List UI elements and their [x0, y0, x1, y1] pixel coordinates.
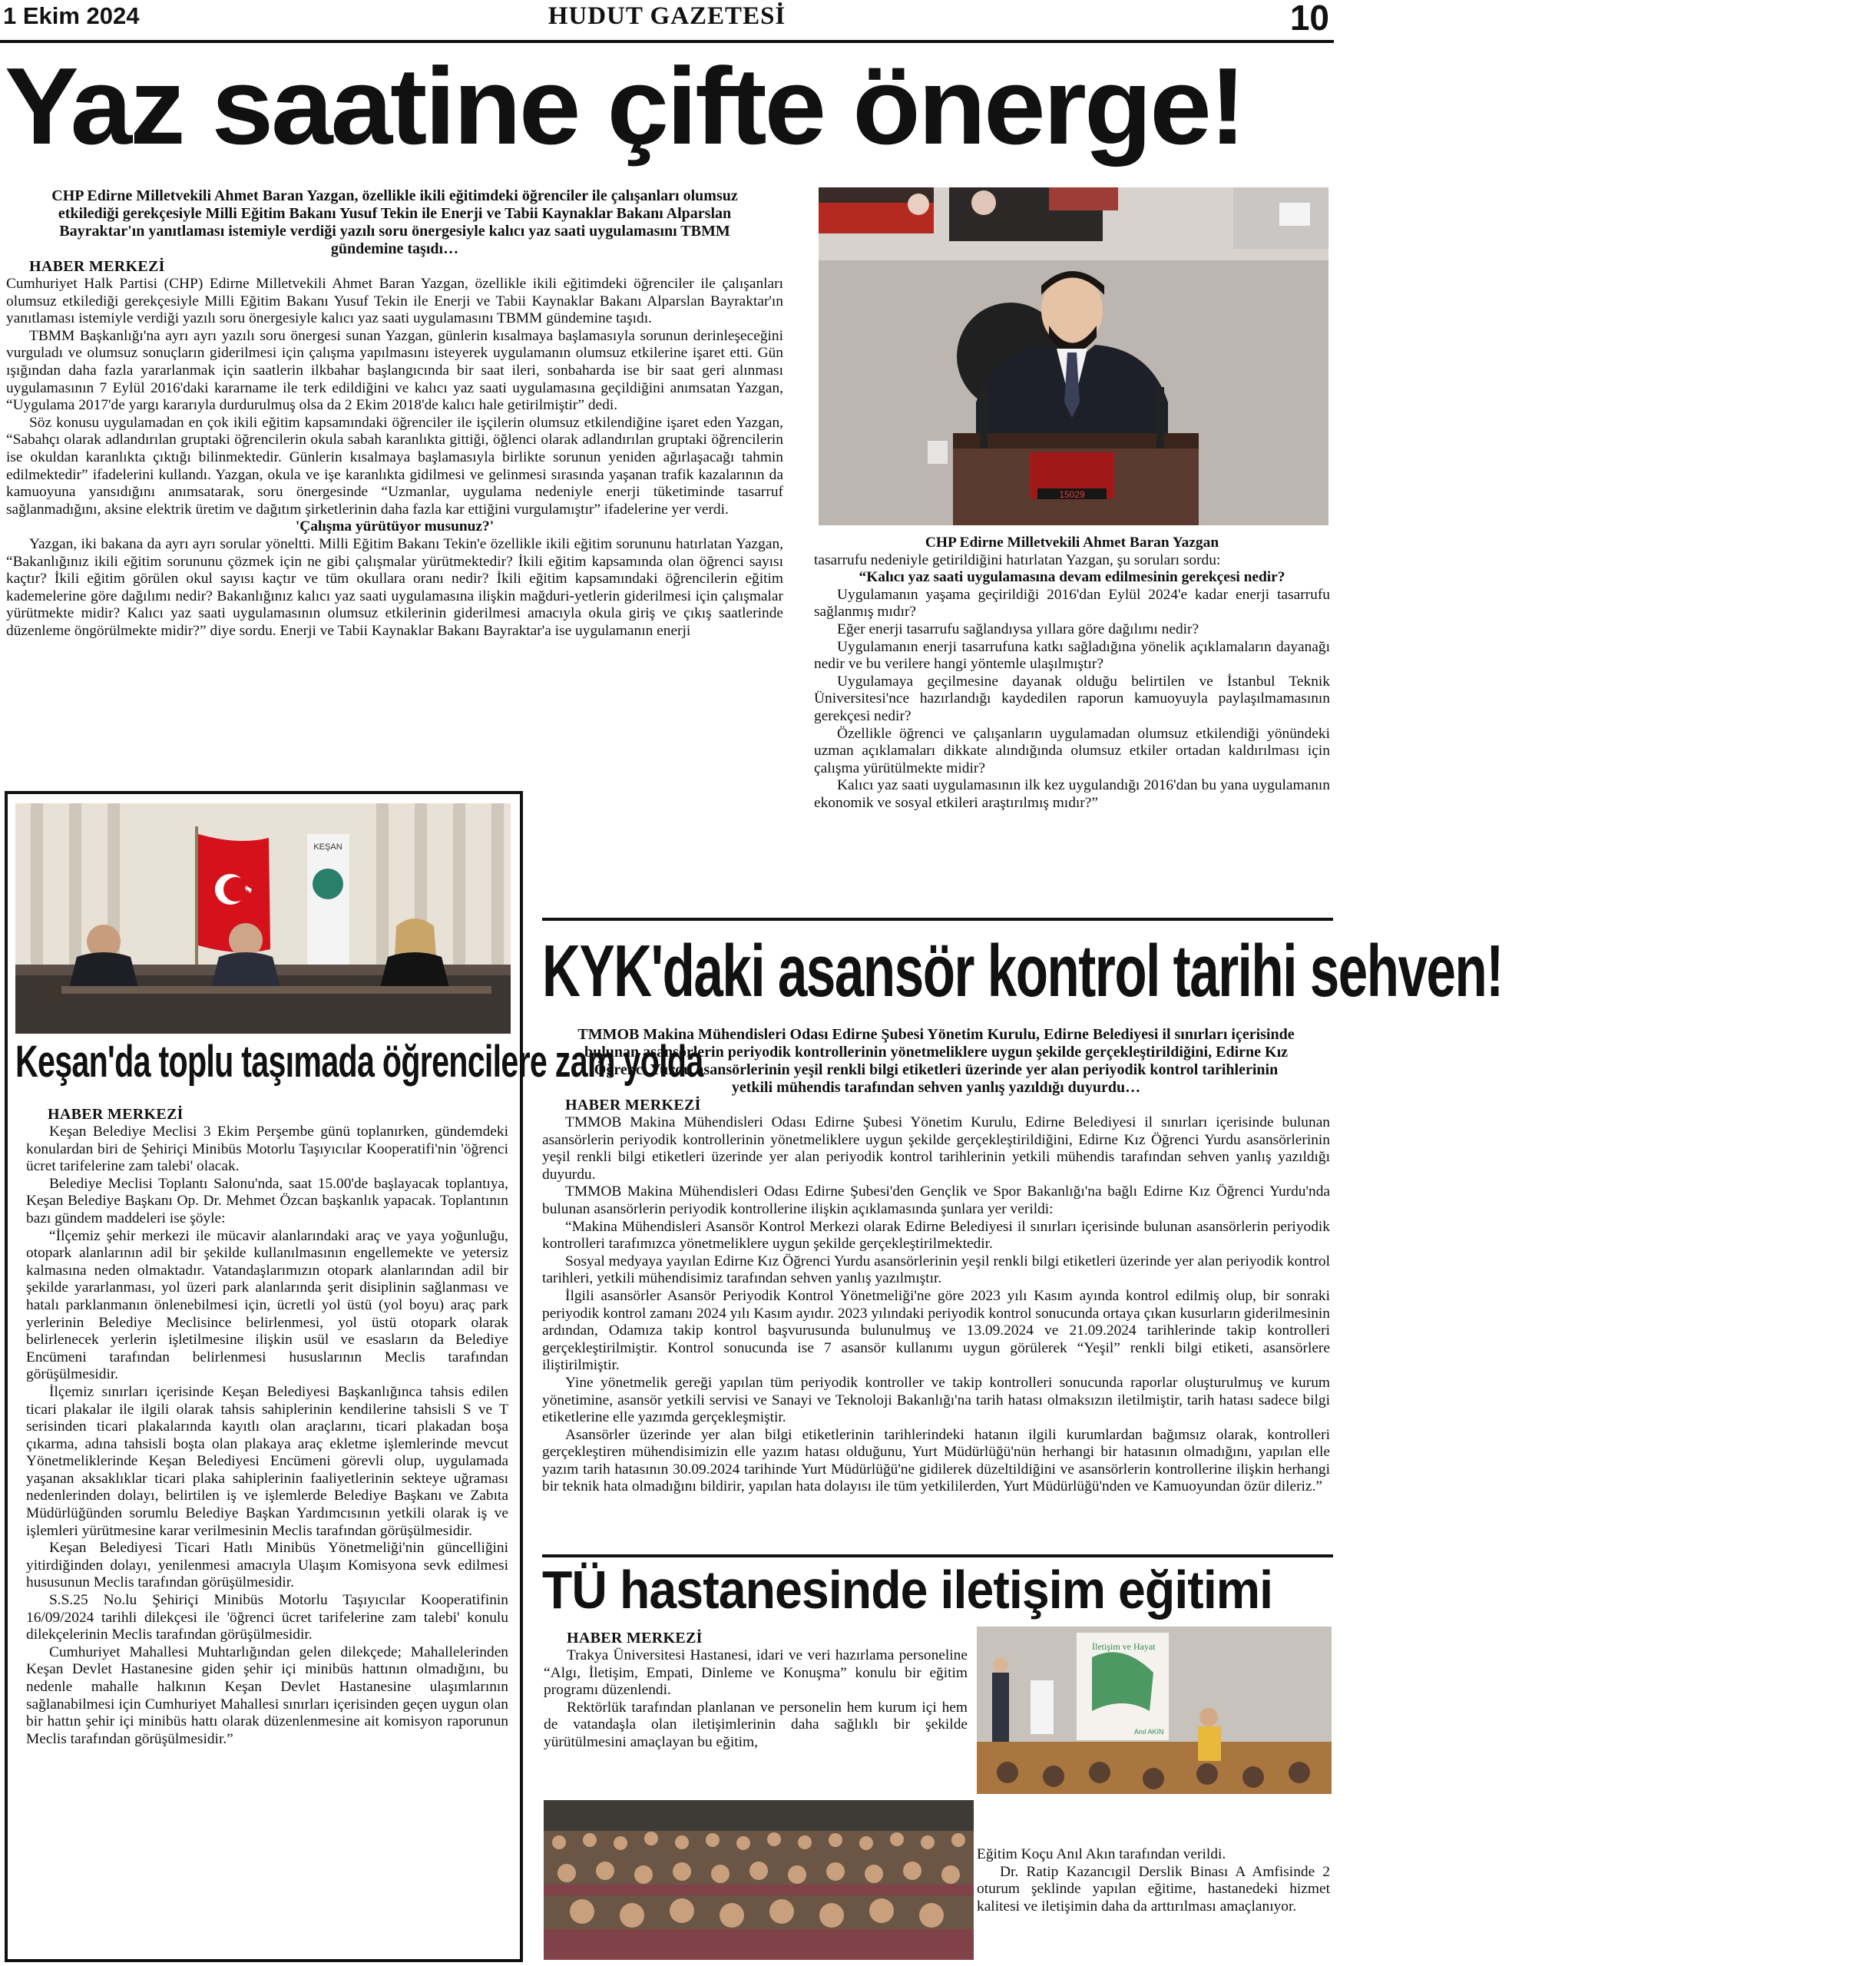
slide-title: İletişim ve Hayat: [1092, 1641, 1156, 1652]
article2-body: [26, 1106, 508, 1748]
article3-paragraph: İlgili asansörler Asansör Periyodik Kontrol Yönetmeliği'ne göre 2023 yılı Kasım ayında kontrol edilmiş olup, bir sonraki periyodik kontrol zamanı 2024 yılı Kasım ayıdır. 2023 yılındaki periyodik kontrol sonucunda ortaya çıkan kusurların giderilmesinin ardından, Odamıza takip kontrol başvurusunda bulunulmuş ve 13.09.2024 ve 21.09.2024 tarihlerinde takip kontrolleri gerçekleştirilmiştir. Kontrol sonucunda ise 7 asansör kullanımı uygun görülerek “Yeşil” renkli bilgi etiketi, asansörlere iliştirilmiştir.: [542, 1287, 1330, 1374]
page-number: 10: [1289, 0, 1329, 38]
article3-rule: [542, 918, 1333, 921]
article2-headline-wrap: [15, 1035, 703, 1089]
article4-photo-speaker: [977, 1627, 1332, 1794]
article1-subhead: 'Çalışma yürütüyor musunuz?': [295, 518, 495, 535]
article2-byline: HABER MERKEZİ: [48, 1106, 184, 1123]
article1-paragraph: tasarrufu nedeniyle getirildiğini hatırlatan Yazgan, şu soruları sordu:: [814, 551, 1221, 568]
masthead: [0, 0, 1334, 45]
article1-question: Eğer enerji tasarrufu sağlandıysa yıllara göre dağılımı nedir?: [837, 621, 1199, 637]
article1-paragraph: Cumhuriyet Halk Partisi (CHP) Edirne Milletvekili Ahmet Baran Yazgan, özellikle ikili eğitimdeki öğrenciler ile çalışanları olumsuz etkilediği gerekçesiyle Milli Eğitim Bakanı Yusuf Tekin ile Enerji ve Tabii Kaynaklar Bakanı Alparslan Bayraktar'ın yanıtlaması istemiyle verdiği yazılı soru önergesiyle kalıcı yaz saati uygulamasını TBMM gündemine taşıdı.: [6, 276, 783, 327]
slide-name: Anıl AKIN: [1134, 1728, 1164, 1736]
article1-photo-caption: CHP Edirne Milletvekili Ahmet Baran Yazgan: [925, 535, 1219, 551]
article1-photo: [819, 187, 1328, 525]
issue-date: 1 Ekim 2024: [3, 2, 140, 29]
article1-quote: “Kalıcı yaz saati uygulamasına devam edilmesinin gerekçesi nedir?: [859, 569, 1285, 586]
article3-byline: HABER MERKEZİ: [565, 1097, 701, 1114]
article3-headline-wrap: [542, 925, 1503, 1018]
header-rule: [0, 40, 1334, 43]
article2-paragraph: İlçemiz sınırları içerisinde Keşan Belediyesi Başkanlığınca tahsis edilen ticari plakalar ile ilgili olarak tahsis sahiplerinin kendilerine tahsisli S ve T serisinden ticari plakalarında kayıtlı olan araçlarını, ticari plakadan boşa çıkarma, adına tahsisli boşta olan plakaya araç ekletme işlemlerinde mevcut Yönetmeliklerinde Keşan Belediyesi Encümeni görevli olup, uygulamada yaşanan aksaklıklar ticari plaka sahiplerinin faaliyetlerinin sekteye uğraması nedenlerinden dolayı, belirtilen iş ve işlemlerde Belediye Başkanı ve Zabıta Müdürlüğünden sorumlu Belediye Başkan Yardımcısının yetkili olarak iş ve işlemleri yürütmesine karar verilmesinin Meclis tarafından görüşülmesidir.: [26, 1383, 508, 1539]
trainer-photo: [977, 1627, 1332, 1794]
article3-paragraph: Asansörler üzerinde yer alan bilgi etiketlerinin tarihlerindeki hatanın ilgili kurumlardan bağımsız olarak, kontrolleri gerçekleştiren mühendisimizin elle yazım hatası olduğunu, Yurt Müdürlüğü'nün herhangi bir hatasının olmadığını, yapılan elle yazım tarih hatasının 30.09.2024 tarihinde Yurt Müdürlüğü'ne gidilerek düzeltildiğini ve asansörlerin kontrollerine ilişkin herhangi bir teknik hata olmadığını bildirir, yapılan hata dolayısı ile tüm yetkililerden, Yurt Müdürlüğü'nden ve Kamuoyundan özür dileriz.”: [542, 1426, 1330, 1495]
article3-lead: TMMOB Makina Mühendisleri Odası Edirne Şubesi Yönetim Kurulu, Edirne Belediyesi il sınırları içerisinde bulunan asansörlerin periyodik kontrollerinin yönetmeliklere uygun şekilde gerçekleştirildiğini, Edirne Kız Öğrenci Yurdu asansörlerinin yeşil renkli bilgi etiketleri üzerinde yer alan periyodik kontrol tarihlerinin yetkili mühendis tarafından sehven yanlış yazıldığı duyurdu…: [577, 1026, 1295, 1096]
audience-photo: [544, 1800, 974, 1960]
article2-paragraph: S.S.25 No.lu Şehiriçi Minibüs Motorlu Taşıyıcılar Kooperatifinin 16/09/2024 tarihli dilekçesi ile 'öğrenci ücret tarifelerine zam talebi' konulu dilekçelerinin Meclis tarafından görüşülmesidir.: [26, 1592, 508, 1643]
article1-lead: CHP Edirne Milletvekili Ahmet Baran Yazgan, özellikle ikili eğitimdeki öğrenciler ile çalışanları olumsuz etkilediği gerekçesiyle Milli Eğitim Bakanı Yusuf Tekin ile Enerji ve Tabii Kaynaklar Bakanı Alparslan Bayraktar'ın yanıtlaması istemiyle verdiği yazılı soru önergesiyle kalıcı yaz saati uygulamasını TBMM gündemine taşıdı…: [51, 187, 738, 257]
article3-paragraph: “Makina Mühendisleri Asansör Kontrol Merkezi olarak Edirne Belediyesi il sınırları içerisinde bulunan asansörlerin periyodik kontrolleri tarafımızca yönetmeliklere uygun şekilde gerçekleştirilmektedir.: [542, 1218, 1330, 1253]
article1-question: Uygulamanın yaşama geçirildiği 2016'dan Eylül 2024'e kadar enerji tasarrufu sağlanmış mıdır?: [814, 586, 1330, 621]
article1-headline-wrap: [5, 45, 1333, 167]
article2-headline: Keşan'da toplu taşımada öğrencilere zam yolda: [15, 1037, 703, 1087]
article4-photo-audience: [544, 1800, 974, 1960]
article2-paragraph: Belediye Meclisi Toplantı Salonu'nda, saat 15.00'de başlayacak toplantıya, Keşan Belediye Başkanı Op. Dr. Mehmet Özcan başkanlık yapacak. Toplantının bazı gündem maddeleri ise şöyle:: [26, 1175, 508, 1226]
article4-body: [544, 1630, 968, 1752]
article3-paragraph: Yine yönetmelik gereği yapılan tüm periyodik kontroller ve takip kontrolleri sonucunda raporlar oluşturulmuş ve kurum yönetimine, asansör yetkili servisi ve Sanayi ve Teknoloji Bakanlığı'na tarih hatası olmaksızın iletilmiştir, tarih hatası sadece bilgi etiketlerine elle yazımda gerçekleşmiştir.: [542, 1374, 1330, 1426]
article3-paragraph: TMMOB Makina Mühendisleri Odası Edirne Şubesi Yönetim Kurulu, Edirne Belediyesi il sınırları içerisinde bulunan asansörlerin periyodik kontrollerinin yönetmeliklere uygun şekilde gerçekleştirildiğini, Edirne Kız Öğrenci Yurdu asansörlerinin yeşil renkli bilgi etiketleri üzerinde yer alan periyodik kontrol tarihlerinin yetkili mühendis tarafından sehven yanlış yazıldığı duyurdu.: [542, 1114, 1330, 1183]
article1-question: Özellikle öğrenci ve çalışanların uygulamadan olumsuz etkilendiği yönündeki uzman açıklamaları dikkate alındığında olumsuz etkiler ortadan kaldırılması için çalışma yürütülmekte midir?: [814, 725, 1330, 776]
banner-text: KEŞAN: [313, 842, 342, 852]
article4-paragraph: Eğitim Koçu Anıl Akın tarafından verildi.: [977, 1846, 1226, 1862]
article4-headline: TÜ hastanesinde iletişim eğitimi: [542, 1560, 1273, 1620]
article2-photo: [15, 803, 511, 1034]
article3-paragraph: Sosyal medyaya yayılan Edirne Kız Öğrenci Yurdu asansörlerinin yeşil renkli bilgi etiketleri üzerinde yer alan periyodik kontrol tarihleri, yetkili mühendisimiz tarafından sehven yanlış yazılmıştır.: [542, 1253, 1330, 1287]
article4-paragraph: Rektörlük tarafından planlanan ve personelin hem kurum içi hem de vatandaşla olan iletişimlerinin daha sağlıklı bir şekilde yürütülmesini amaçlayan bu eğitim,: [544, 1699, 968, 1750]
podium-display: 15029: [1059, 489, 1085, 500]
article2-paragraph: Keşan Belediye Meclisi 3 Ekim Perşembe günü toplanırken, gündemdeki konulardan biri de Şehiriçi Minibüs Motorlu Taşıyıcılar Kooperatifi'nin 'öğrenci ücret tarifelerine zam talebi' olacak.: [26, 1124, 508, 1175]
article1-paragraph: TBMM Başkanlığı'na ayrı ayrı yazılı soru önergesi sunan Yazgan, günlerin kısalmaya başlamasıyla sorunun derinleşeceğini vurguladı ve olumsuz sonuçların giderilmesi için çalışma yapılmasını isteyerek uygulamanın olumsuz etkilerine işaret etti. Gün ışığından daha fazla yararlanmak için saatlerin ilkbahar başlangıcında bir saat ileri, sonbaharda ise bir saat geri alınması uygulamasının 7 Eylül 2016'daki kararname ile terk edildiğini ve kalıcı yaz saati uygulamasına geçildiğini anımsatan Yazgan, “Uygulama 2017'de yargı kararıyla durdurulmuş olsa da 2 Ekim 2018'de kalıcı hale getirilmiştir” dedi.: [6, 327, 783, 414]
article2-paragraph: “İlçemiz şehir merkezi ile mücavir alanlarındaki araç ve yaya yoğunluğu, otopark alanlarının adil bir şekilde kullanılmasının engellemekte ve yetersiz kalmasına neden olmaktadır. Vatandaşlarımızın otopark alanlarından adil bir şekilde yararlanması, yol üzeri park alanlarında şerit disiplinin sağlanması ve hatalı parklanmanın önlenebilmesi için, ücretli yol üstü (yol boyu) araç park yerlerinin Belediye Meclisince belirlenmesi, yol üstü otopark olarak belirlenecek yerlerin işletilmesine ilişkin usül ve esasların da Belediye Encümeni tarafından belirlenmesi hususlarının Meclis tarafından görüşülmesidir.: [26, 1227, 508, 1383]
article3-body: [542, 1026, 1330, 1496]
council-meeting-photo: [15, 803, 511, 1034]
article2-paragraph: Keşan Belediyesi Ticari Hatlı Minibüs Yönetmeliği'nin güncelliğini yitirdiğinden dolayı, yenilenmesi amacıyla Ulaşım Komisyona sevk edilmesi hususunun Meclis tarafından görüşülmesidir.: [26, 1540, 508, 1591]
article1-byline: HABER MERKEZİ: [29, 258, 165, 275]
article4-paragraph: Trakya Üniversitesi Hastanesi, idari ve veri hazırlama personeline “Algı, İletişim, Empati, Dinleme ve Konuşma” konulu bir eğitim programı düzenlendi.: [544, 1647, 968, 1699]
article3-paragraph: TMMOB Makina Mühendisleri Odası Edirne Şubesi'den Gençlik ve Spor Bakanlığı'na bağlı Edirne Kız Öğrenci Yurdu'nda bulunan asansörlerin periyodik kontrollerine ilişkin açıklamasında şunlara yer verildi:: [542, 1183, 1330, 1217]
article4-paragraph: Dr. Ratip Kazancıgil Derslik Binası A Amfisinde 2 oturum şeklinde yapılan eğitime, hastanedeki hizmet kalitesi ve iletişimin daha da arttırılması amaçlanıyor.: [977, 1863, 1330, 1915]
article4-byline: HABER MERKEZİ: [567, 1630, 703, 1647]
article1-right-column: [814, 535, 1330, 813]
article4-rule: [542, 1554, 1333, 1557]
parliament-speaker-photo: [819, 187, 1328, 525]
newspaper-name: HUDUT GAZETESİ: [548, 2, 786, 30]
article1-question: Kalıcı yaz saati uygulamasının ilk kez uygulandığı 2016'dan bu yana uygulamanın ekonomik ve sosyal etkileri araştırılmış mıdır?”: [814, 777, 1330, 811]
article3-headline: KYK'daki asansör kontrol tarihi sehven!: [542, 930, 1503, 1012]
article4-headline-wrap: [542, 1559, 1333, 1620]
article1-question: Uygulamanın enerji tasarrufuna katkı sağladığına yönelik açıklamaların dayanağı nedir ve bu verilere hangi yöntemle ulaşılmıştır?: [814, 638, 1330, 673]
article4-body-right: [977, 1800, 1330, 1915]
article1-headline: Yaz saatine çifte önerge!: [5, 45, 1244, 167]
article1-body: [6, 187, 783, 640]
article1-question: Uygulamaya geçilmesine dayanak olduğu belirtilen ve İstanbul Teknik Üniversitesi'nce hazırlandığı kaydedilen raporun kamuoyuyla paylaşılmamasının gerekçesi nedir?: [814, 673, 1330, 724]
article1-paragraph: Yazgan, iki bakana da ayrı ayrı sorular yöneltti. Milli Eğitim Bakanı Tekin'e özellikle ikili eğitim sorununu hatırlatan Yazgan, “Bakanlığınız ikili eğitim sorununu çözmek için ne gibi çalışmalar yürütmektedir? İkili eğitim kapsamında olan öğrenci sayısı kaçtır? İkili eğitim görülen okul sayısı kaçtır ve tüm okullara oranı nedir? İkili eğitim kapsamındaki öğrencilerin eğitim kademelerine göre dağılımı nedir? Bakanlığınız kalıcı yaz saati uygulamasına ilişkin mağduri-yetlerin giderilmesi için çalışmalar yürütmekte midir? Kalıcı yaz saati uygulamasının olumsuz etkilerinin giderilmesi amacıyla okula giriş ve çıkış saatlerinde düzenleme öngörülmekte midir?” diye sordu. Enerji ve Tabii Kaynaklar Bakanı Bayraktar'a ise uygulamanın enerji: [6, 535, 783, 639]
article1-paragraph: Söz konusu uygulamadan en çok ikili eğitim kapsamındaki öğrenciler ile işçilerin olumsuz etkilendiğine işaret eden Yazgan, “Sabahçı olarak adlandırılan gruptaki öğrencilerin okula sabah karanlıkta gittiği, öğlenci olarak adlandırılan gruptaki öğrencilerin ise okuldan karanlıkta çıktığı bilinmektedir. Günlerin kısalmaya başlamasıyla birlikte sorunun yeniden ağırlaşacağı tahmin edilmektedir” ifadelerini kullandı. Yazgan, okula ve işe karanlıkta gidilmesi ve gelinmesi sırasında yaşanan trafik kazalarının da kamuoyuna yansıdığını anımsatarak, soru önergesinde “Uzmanlar, uygulama nedeniyle enerji tüketiminde tasarruf sağlanmadığını, aksine elektrik üretim ve dağıtım şirketlerinin daha fazla kar ettiğini vurgulamıştır” ifadelerine yer verdi.: [6, 414, 783, 518]
article2-paragraph: Cumhuriyet Mahallesi Muhtarlığından gelen dilekçede; Mahallelerinden Keşan Devlet Hastanesine giden şehir içi minibüs hattının olmadığını, bu nedenle mahalle halkının Keşan Devlet Hastanesine ulaşımlarının sağlanabilmesi için Cumhuriyet Mahallesi sınırları içerisinden geçen uygun olan bir hattın şehir içi minibüs hattı olarak düzenlenmesine ait komisyon raporunun Meclis tarafından görüşülmesidir.”: [26, 1643, 508, 1747]
